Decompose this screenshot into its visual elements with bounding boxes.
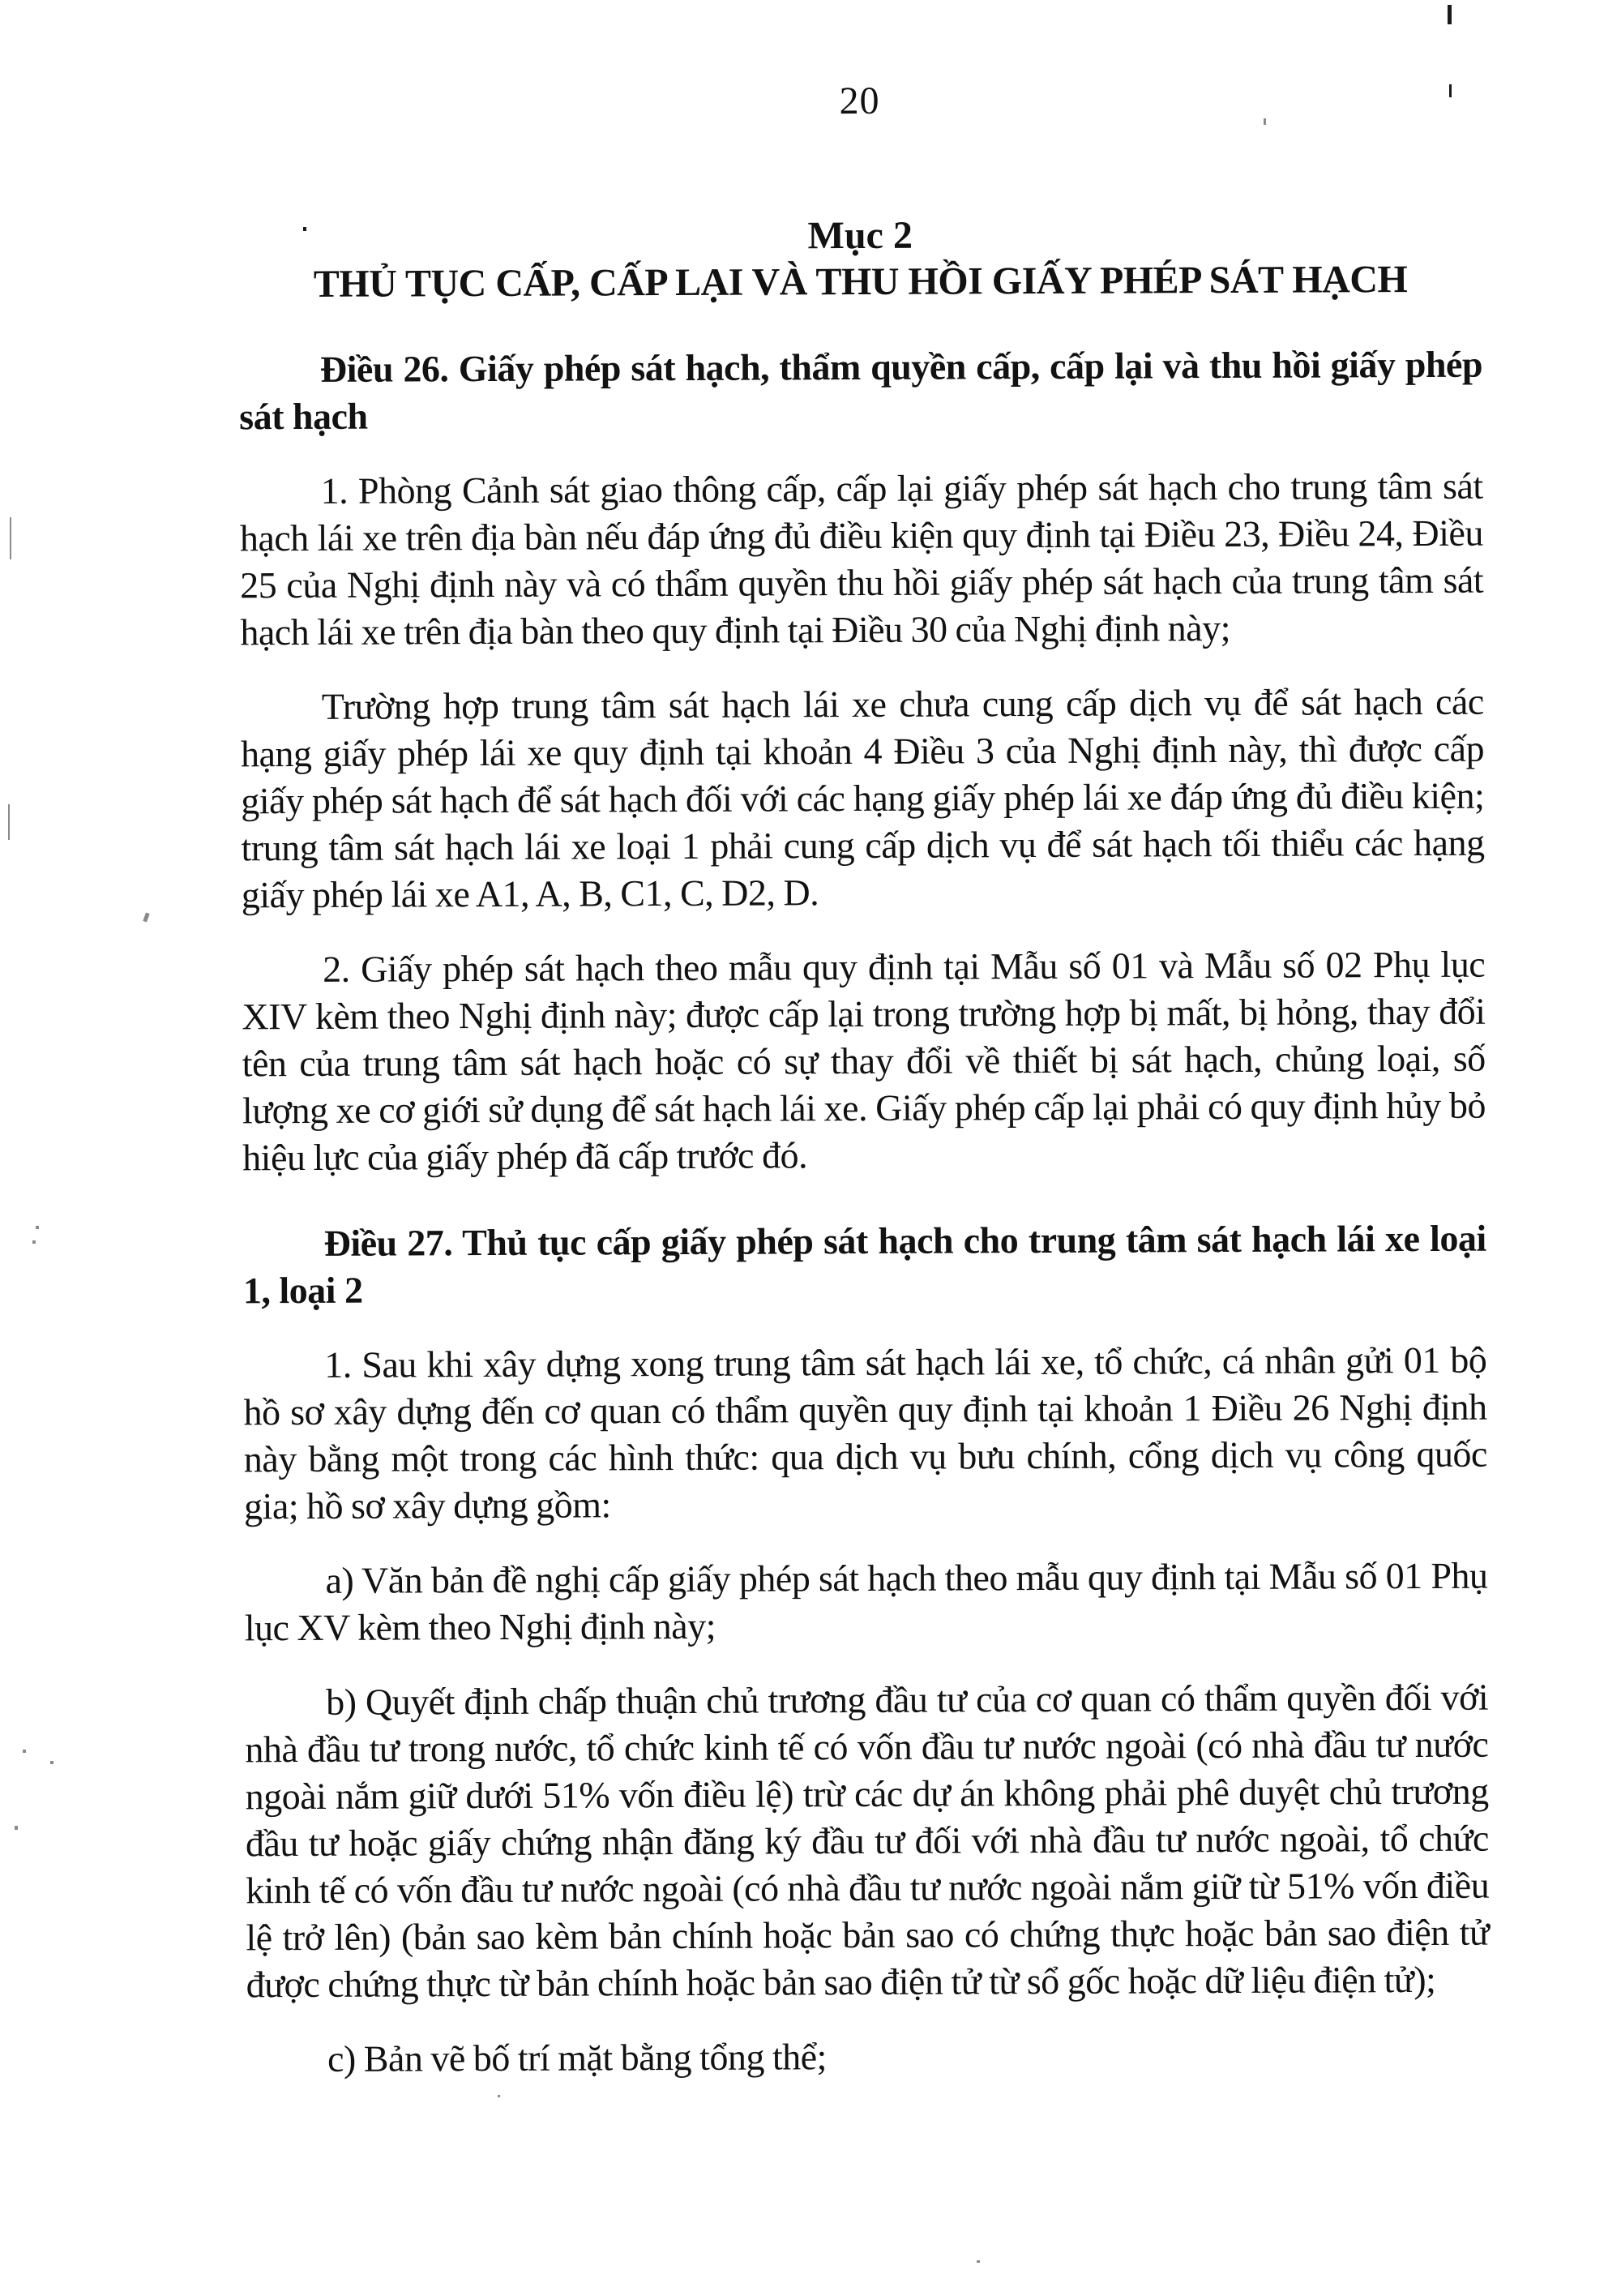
scan-artifact <box>1449 84 1452 97</box>
article-26-paragraph-1: 1. Phòng Cảnh sát giao thông cấp, cấp lại giấy phép sát hạch cho trung tâm sát hạch lái xe trên địa bàn nếu đáp ứng đủ điều kiện quy định tại Điều 23, Điều 24, Điều 25 của Nghị định này và có thẩm quyền thu hồi giấy phép sát hạch của trung tâm sát hạch lái xe trên địa bàn theo quy định tại Điều 30 của Nghị định này; <box>239 465 1484 653</box>
article-27-heading: Điều 27. Thủ tục cấp giấy phép sát hạch cho trung tâm sát hạch lái xe loại 1, loại 2 <box>242 1217 1486 1312</box>
scan-artifact <box>50 1761 53 1764</box>
scan-artifact <box>143 912 149 922</box>
scan-artifact <box>1448 5 1452 24</box>
scan-artifact <box>32 1240 36 1244</box>
scan-artifact <box>498 2095 500 2097</box>
section-kicker: Mục 2 <box>807 213 913 258</box>
scan-artifact <box>36 1226 39 1229</box>
scan-artifact <box>977 2260 980 2263</box>
article-26-paragraph-1-continuation: Trường hợp trung tâm sát hạch lái xe chưa cung cấp dịch vụ để sát hạch các hạng giấy phép lái xe quy định tại khoản 4 Điều 3 của Nghị định này, thì được cấp giấy phép sát hạch để sát hạch đối với các hạng giấy phép lái xe đáp ứng đủ điều kiện; trung tâm sát hạch lái xe loại 1 phải cung cấp dịch vụ để sát hạch tối thiểu các hạng giấy phép lái xe A1, A, B, C1, C, D2, D. <box>240 680 1485 916</box>
scan-artifact <box>15 1826 18 1830</box>
section-title: THỦ TỤC CẤP, CẤP LẠI VÀ THU HỒI GIẤY PHÉP SÁT HẠCH <box>313 258 1408 306</box>
scan-artifact <box>10 517 11 559</box>
article-27-paragraph-1: 1. Sau khi xây dựng xong trung tâm sát hạch lái xe, tổ chức, cá nhân gửi 01 bộ hồ sơ xây dựng đến cơ quan có thẩm quyền quy định tại khoản 1 Điều 26 Nghị định này bằng một trong các hình thức: qua dịch vụ bưu chính, cổng dịch vụ công quốc gia; hồ sơ xây dựng gồm: <box>243 1339 1487 1527</box>
article-26-paragraph-2: 2. Giấy phép sát hạch theo mẫu quy định tại Mẫu số 01 và Mẫu số 02 Phụ lục XIV kèm theo Nghị định này; được cấp lại trong trường hợp bị mất, bị hỏng, thay đổi tên của trung tâm sát hạch hoặc có sự thay đổi về thiết bị sát hạch, chủng loại, số lượng xe cơ giới sử dụng để sát hạch lái xe. Giấy phép cấp lại phải có quy định hủy bỏ hiệu lực của giấy phép đã cấp trước đó. <box>242 943 1486 1179</box>
article-27-item-a: a) Văn bản đề nghị cấp giấy phép sát hạch theo mẫu quy định tại Mẫu số 01 Phụ lục XV kèm theo Nghị định này; <box>244 1554 1488 1649</box>
article-27-item-c: c) Bản vẽ bố trí mặt bằng tổng thể; <box>327 2036 827 2080</box>
article-26-heading: Điều 26. Giấy phép sát hạch, thẩm quyền cấp, cấp lại và thu hồi giấy phép sát hạch <box>239 343 1483 438</box>
scan-artifact <box>8 804 10 840</box>
page-number: 20 <box>839 79 880 123</box>
scan-artifact <box>1264 118 1266 125</box>
article-27-item-b: b) Quyết định chấp thuận chủ trương đầu tư của cơ quan có thẩm quyền đối với nhà đầu tư trong nước, tổ chức kinh tế có vốn đầu tư nước ngoài (có nhà đầu tư nước ngoài nắm giữ dưới 51% vốn điều lệ) trừ các dự án không phải phê duyệt chủ trương đầu tư hoặc giấy chứng nhận đăng ký đầu tư đối với nhà đầu tư nước ngoài, tổ chức kinh tế có vốn đầu tư nước ngoài (có nhà đầu tư nước ngoài nắm giữ từ 51% vốn điều lệ trở lên) (bản sao kèm bản chính hoặc bản sao có chứng thực hoặc bản sao điện tử được chứng thực từ bản chính hoặc bản sao điện tử từ sổ gốc hoặc dữ liệu điện tử); <box>245 1676 1490 2006</box>
text-block <box>237 0 1490 2083</box>
scan-artifact <box>303 227 306 231</box>
scan-artifact <box>23 1750 26 1753</box>
